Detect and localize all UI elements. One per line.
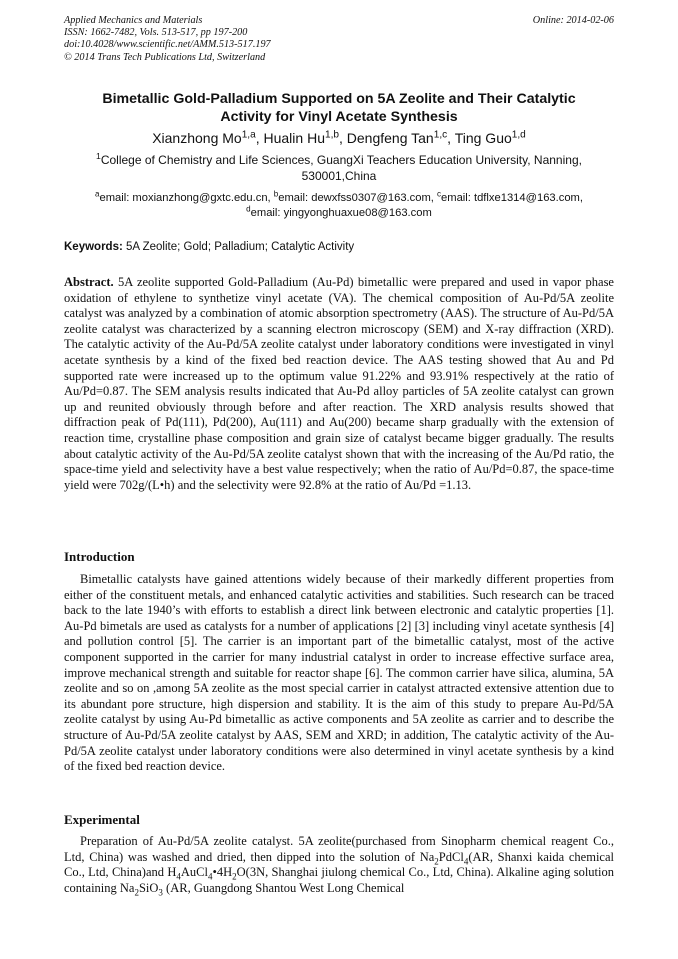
exp-text: •4H — [212, 865, 233, 880]
exp-sub: 3 — [158, 887, 163, 898]
abstract-text: 5A zeolite supported Gold-Palladium (Au-Pd) bimetallic were prepared and used in vapor phase oxidation of ethylene to synthetize vinyl acetate (VA). The chemical composition of Au-Pd/5A zeolite catalyst was analyzed by a combination of atomic absorption spectrometry (AAS). The structure of Au-Pd/5A zeolite catalyst was characterized by a scanning electron microscopy (SEM) and X-ray diffraction (XRD). The catalytic activity of the Au-Pd/5A zeolite catalyst under laboratory conditions were investigated in vinyl acetate synthesis by a kind of the fixed bed reaction device. The AAS testing showed that Au and Pd supported rate were increased up to the optimum value 91.22% and 93.91% respectively at the ratio of Au/Pd=0.87. The SEM analysis results indicated that Au-Pd alloy particles of 5A zeolite catalyst can grown up and reunited obviously through before and after reaction. The XRD analysis results showed that diffraction peak of Pd(111), Pd(200), Au(111) and Au(200) became sharp gradually with the extension of reaction time, crystalline phase composition and grain size of catalyst became bigger gradually. The results about catalytic activity of the Au-Pd/5A zeolite catalyst shown that with the increasing of the Au/Pd ratio, the space-time yield and selectivity have a best value respectively; when the ratio of Au/Pd=0.87, the space-time yield were 702g/(L•h) and the selectivity were 92.8% at the ratio of Au/Pd =1.13. — [64, 275, 614, 492]
paper-title — [40, 90, 638, 126]
exp-sub: 2 — [134, 887, 139, 898]
exp-text: AuCl — [180, 865, 208, 880]
email-sup: d — [246, 204, 251, 214]
exp-text: Preparation of Au-Pd/5A zeolite catalyst. 5A zeolite(purchased from Sinopharm chemical reagent Co., Ltd, China) was washed and dried, then dipped into the solution of Na — [64, 834, 614, 864]
journal-header — [64, 15, 271, 64]
email-b[interactable]: email: dewxfss0307@163.com, — [278, 192, 437, 204]
author-name: Xianzhong Mo — [152, 130, 242, 146]
affiliation — [60, 152, 618, 184]
author-sup: 1,c — [433, 129, 448, 141]
affiliation-line-2: 530001,China — [301, 169, 377, 183]
email-line-1 — [48, 191, 630, 206]
author-list — [40, 129, 638, 147]
email-list — [48, 191, 630, 221]
exp-text: PdCl — [438, 849, 464, 864]
exp-sub: 4 — [463, 856, 469, 867]
journal-copyright: © 2014 Trans Tech Publications Ltd, Switzerland — [64, 51, 266, 63]
section-heading-introduction: Introduction — [64, 549, 135, 564]
author-name: Hualin Hu — [263, 130, 325, 146]
exp-text: (AR, Shanxi kaida chemical Co., Ltd, China)and H — [64, 849, 614, 880]
section-heading-experimental: Experimental — [64, 812, 140, 827]
email-c[interactable]: email: tdflxe1314@163.com, — [441, 192, 583, 204]
affiliation-sup: 1 — [96, 151, 101, 161]
exp-sub: 2 — [434, 856, 439, 867]
email-sup: a — [95, 189, 100, 199]
abstract — [64, 275, 614, 493]
exp-text: O(3N, Shanghai jiulong chemical Co., Ltd, China). Alkaline aging solution containing Na — [64, 865, 614, 895]
author-name: Dengfeng Tan — [346, 130, 434, 146]
email-a[interactable]: email: moxianzhong@gxtc.edu.cn, — [99, 192, 274, 204]
author-sep: , — [255, 130, 264, 146]
journal-name: Applied Mechanics and Materials — [64, 15, 203, 26]
online-date: Online: 2014-02-06 — [532, 15, 614, 26]
author-name: Ting Guo — [454, 130, 512, 146]
author-sup: 1,d — [511, 129, 526, 141]
email-sup: b — [273, 189, 279, 199]
introduction-paragraph: Bimetallic catalysts have gained attentions widely because of their markedly different properties from either of the constituent metals, and enhanced catalytic activities and stabilities. Such research can be traced back to the late 1940’s with efforts to establish a direct link between electronic and catalytic properties [1]. Au-Pd bimetals are used as catalysts for a number of applications [2] [3] including vinyl acetate synthesis [4] and pollution control [5]. The carrier is an important part of the bimetallic catalyst, most of the active component supported in the carrier for many industrial catalyst in order to increase effective surface area, improve mechanical strength and suitable for reactor shape [6]. The common carrier have silica, alumina, 5A zeolite and so on ,among 5A zeolite as the most special carrier in catalyst attracted extensive attention due to its abundant pore structure, high dispersion and stability. It is the aim of this study to prepare Au-Pd/5A zeolite catalyst by using Au-Pd bimetallic as active components and 5A zeolite as carrier and to describe the structure of Au-Pd/5A zeolite catalyst by AAS, SEM and XRD; in addition, The catalytic activity of the Au-Pd/5A zeolite catalyst under laboratory conditions were also determined in vinyl acetate synthesis by a kind of the fixed bed reaction device. — [64, 572, 614, 774]
author-sup: 1,a — [241, 129, 256, 141]
keywords-label: Keywords: — [64, 241, 123, 253]
journal-doi[interactable]: doi:10.4028/www.scientific.net/AMM.513-517.197 — [64, 39, 271, 51]
journal-issn: ISSN: 1662-7482, Vols. 513-517, pp 197-200 — [64, 27, 248, 39]
abstract-label: Abstract. — [64, 275, 114, 289]
exp-sub: 4 — [207, 871, 213, 882]
email-sup: c — [437, 189, 442, 199]
affiliation-line-1 — [60, 152, 618, 168]
email-d[interactable]: email: yingyonghuaxue08@163.com — [250, 207, 432, 219]
title-line-1: Bimetallic Gold-Palladium Supported on 5A Zeolite and Their Catalytic — [102, 91, 576, 107]
author-sup: 1,b — [324, 129, 339, 141]
author-sep: , — [447, 130, 455, 146]
email-line-2 — [48, 206, 630, 221]
title-line-2: Activity for Vinyl Acetate Synthesis — [220, 109, 458, 125]
experimental-paragraph — [64, 834, 614, 896]
keywords — [64, 240, 614, 255]
exp-sub: 4 — [176, 871, 181, 882]
keywords-text: 5A Zeolite; Gold; Palladium; Catalytic Activity — [122, 241, 355, 253]
exp-sub: 2 — [232, 871, 237, 882]
exp-text: SiO — [138, 880, 159, 895]
author-sep: , — [339, 130, 347, 146]
affiliation-text: College of Chemistry and Life Sciences, GuangXi Teachers Education University, Nanning, — [100, 153, 582, 167]
exp-text: (AR, Guangdong Shantou West Long Chemical — [162, 880, 405, 895]
